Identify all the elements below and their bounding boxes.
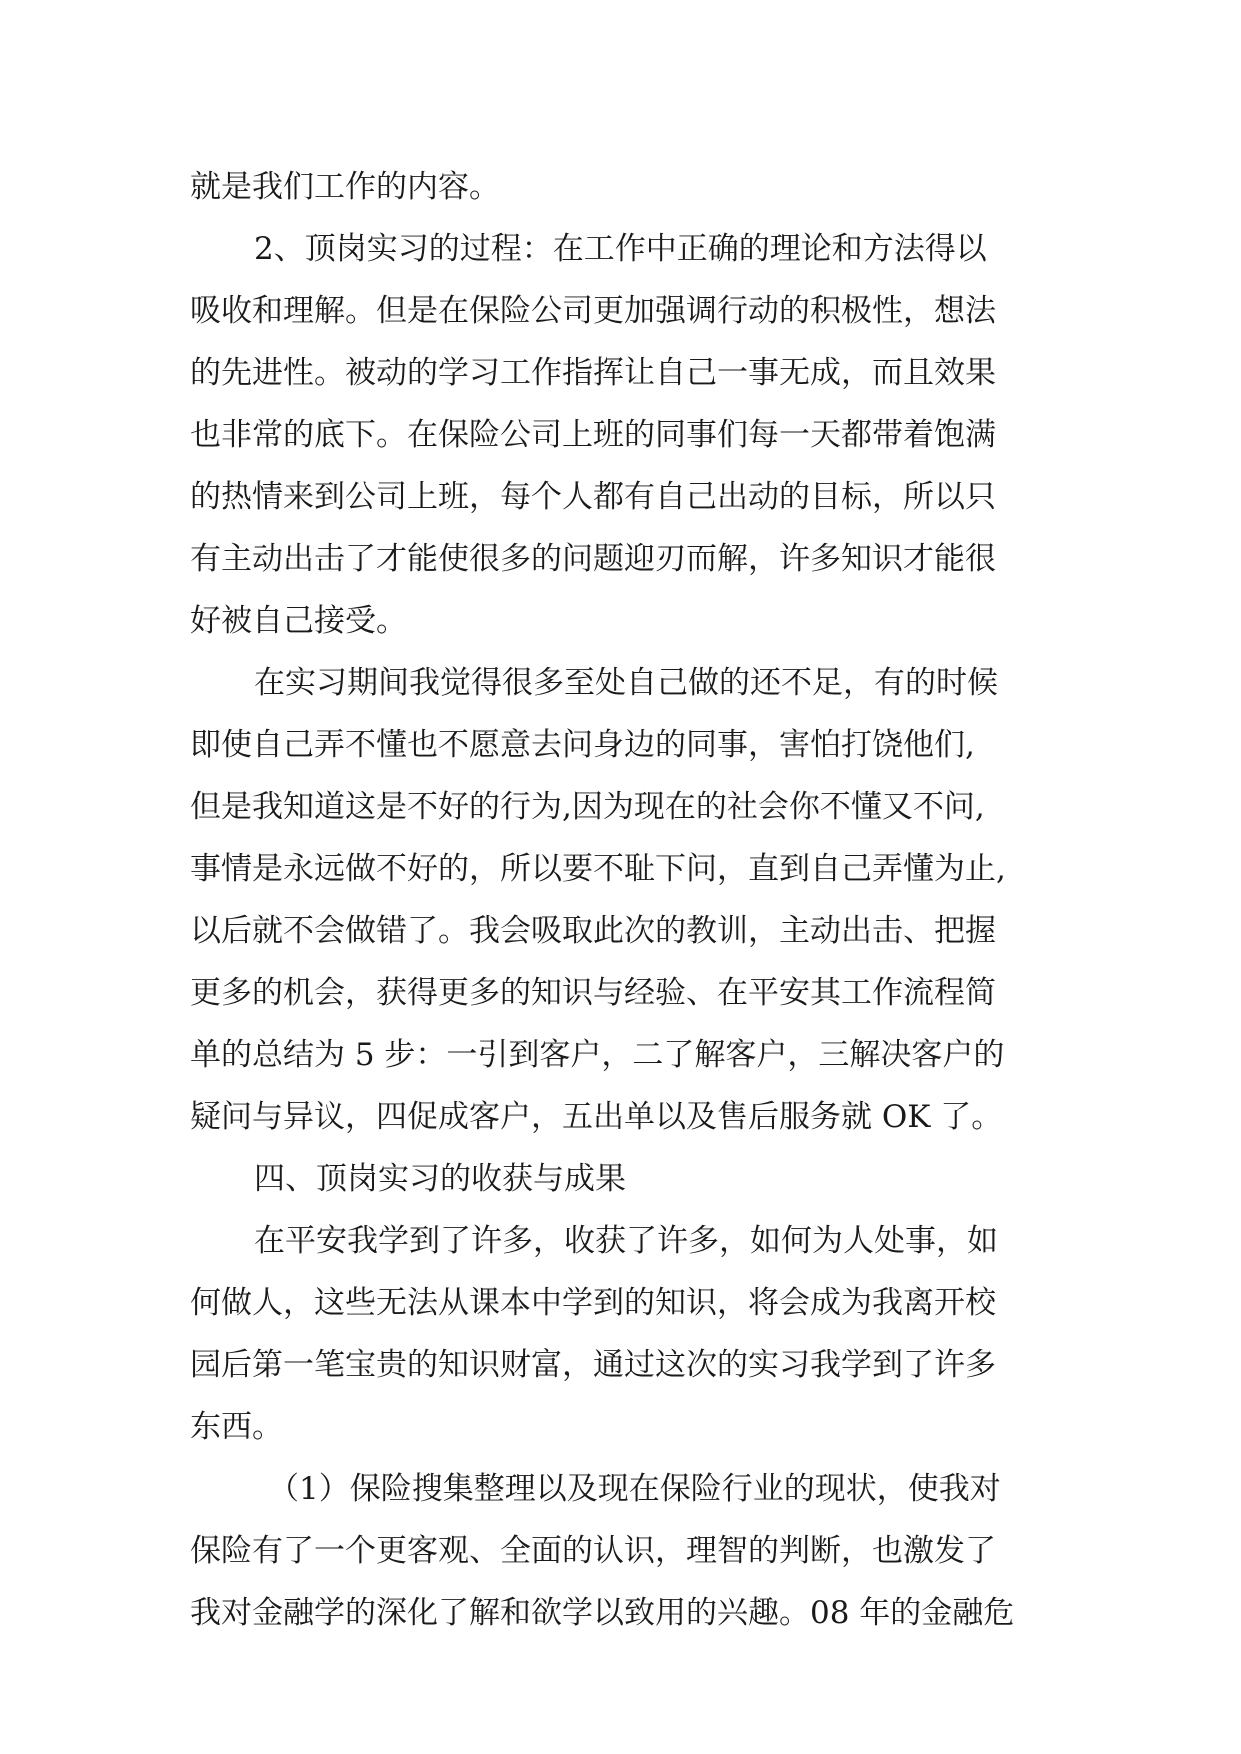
text-line: 但是我知道这是不好的行为,因为现在的社会你不懂又不问,: [190, 789, 985, 825]
paragraph-start-line: 在实习期间我觉得很多至处自己做的还不足，有的时候: [254, 665, 998, 701]
text-line: 东西。: [190, 1409, 283, 1445]
text-line: 吸收和理解。但是在保险公司更加强调行动的积极性，想法: [190, 293, 996, 329]
document-body: [190, 156, 1050, 1644]
numbered-item-line: （1）保险搜集整理以及现在保险行业的现状，使我对: [268, 1471, 1001, 1507]
text-line: 就是我们工作的内容。: [190, 169, 500, 205]
text-line: 以后就不会做错了。我会吸取此次的教训，主动出击、把握: [190, 913, 996, 949]
text-line: 好被自己接受。: [190, 603, 407, 639]
text-line: 何做人，这些无法从课本中学到的知识，将会成为我离开校: [190, 1285, 996, 1321]
text-line: 事情是永远做不好的，所以要不耻下问，直到自己弄懂为止,: [190, 851, 1006, 887]
text-line: 的热情来到公司上班，每个人都有自己出动的目标，所以只: [190, 479, 996, 515]
text-line: 保险有了一个更客观、全面的认识，理智的判断，也激发了: [190, 1533, 996, 1569]
text-line: 即使自己弄不懂也不愿意去问身边的同事，害怕打饶他们,: [190, 727, 975, 763]
text-line: 我对金融学的深化了解和欲学以致用的兴趣。08 年的金融危: [190, 1595, 1015, 1631]
section-line: 2、顶岗实习的过程：在工作中正确的理论和方法得以: [254, 231, 987, 267]
section-heading: 四、顶岗实习的收获与成果: [254, 1161, 626, 1197]
text-line: 园后第一笔宝贵的知识财富，通过这次的实习我学到了许多: [190, 1347, 996, 1383]
text-line: 的先进性。被动的学习工作指挥让自己一事无成，而且效果: [190, 355, 996, 391]
text-line: 也非常的底下。在保险公司上班的同事们每一天都带着饱满: [190, 417, 996, 453]
text-line: 单的总结为 5 步：一引到客户，二了解客户，三解决客户的: [190, 1037, 1005, 1073]
text-line: 有主动出击了才能使很多的问题迎刃而解，许多知识才能很: [190, 541, 996, 577]
text-line: 更多的机会，获得更多的知识与经验、在平安其工作流程简: [190, 975, 996, 1011]
text-line: 疑问与异议，四促成客户，五出单以及售后服务就 OK 了。: [190, 1099, 1003, 1135]
paragraph-start-line: 在平安我学到了许多，收获了许多，如何为人处事，如: [254, 1223, 998, 1259]
